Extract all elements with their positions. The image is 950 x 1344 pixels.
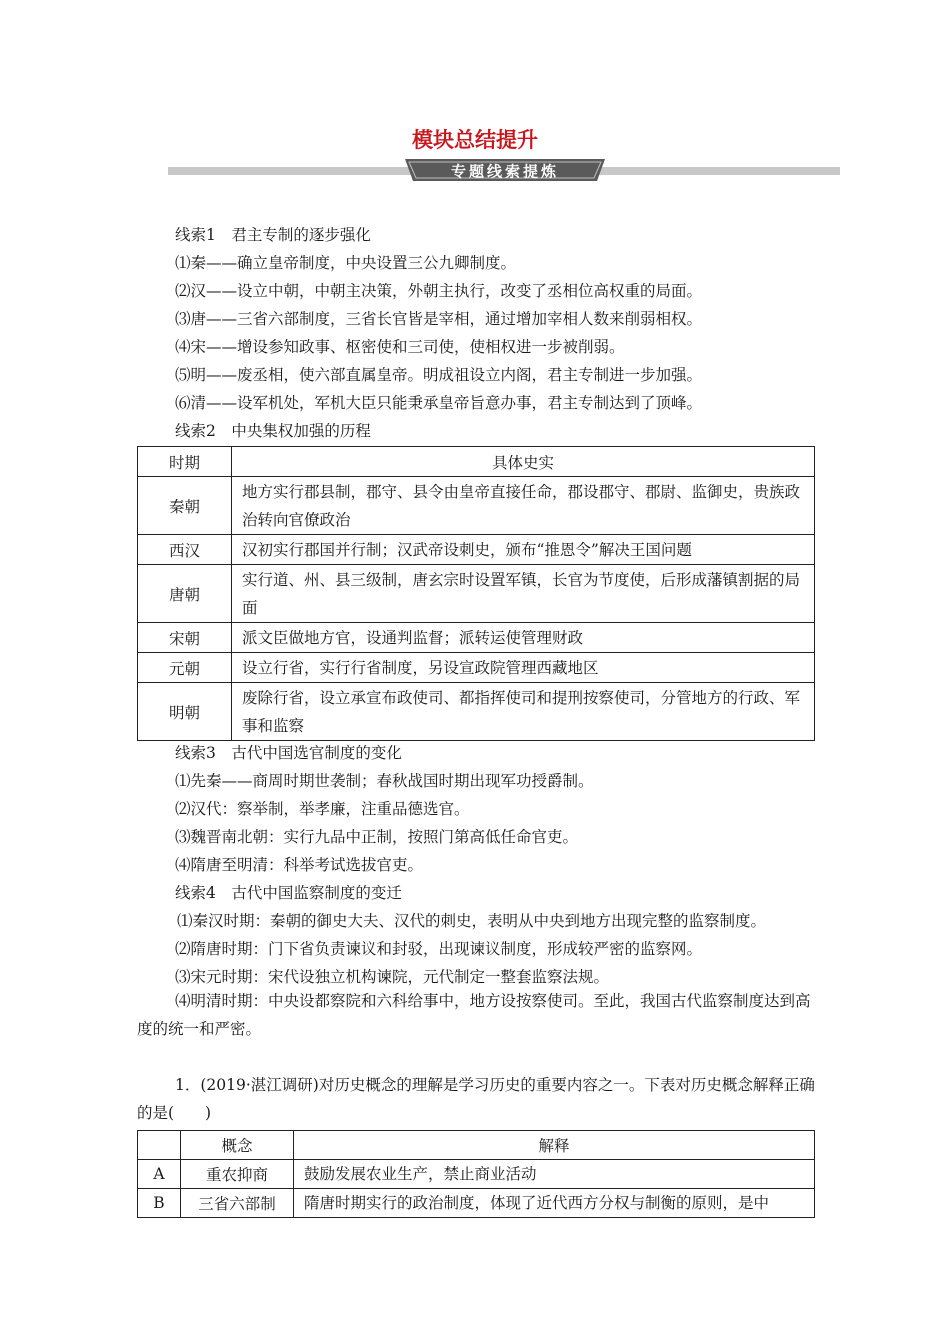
concept-cell: 三省六部制 (181, 1189, 294, 1218)
concept-table (137, 1130, 815, 1218)
explanation-cell: 隋唐时期实行的政治制度，体现了近代西方分权与制衡的原则，是中 (294, 1189, 815, 1218)
concept-cell: 重农抑商 (181, 1160, 294, 1189)
fact-cell: 地方实行郡县制，郡守、县令由皇帝直接任命，郡设郡守、郡尉、监御史，贵族政治转向官僚政治 (232, 477, 815, 535)
table-header (138, 1131, 181, 1160)
period-cell: 秦朝 (138, 477, 232, 535)
option-letter: B (138, 1189, 181, 1218)
clue1-item: ⑹清——设军机处，军机大臣只能秉承皇帝旨意办事，君主专制达到了顶峰。 (175, 394, 703, 412)
option-letter: A (138, 1160, 181, 1189)
fact-cell: 实行道、州、县三级制，唐玄宗时设置军镇，长官为节度使，后形成藩镇割据的局面 (232, 565, 815, 623)
clue1-heading: 线索1 君主专制的逐步强化 (175, 226, 371, 244)
explanation-cell: 鼓励发展农业生产，禁止商业活动 (294, 1160, 815, 1189)
clue1-item: ⑸明——废丞相，使六部直属皇帝。明成祖设立内阁，君主专制进一步加强。 (175, 366, 703, 384)
fact-cell: 设立行省，实行行省制度，另设宣政院管理西藏地区 (232, 653, 815, 683)
clue1-item: ⑶唐——三省六部制度，三省长官皆是宰相，通过增加宰相人数来削弱相权。 (175, 310, 703, 328)
table-header: 时期 (138, 447, 232, 477)
period-cell: 明朝 (138, 683, 232, 741)
clue1-item: ⑵汉——设立中朝，中朝主决策，外朝主执行，改变了丞相位高权重的局面。 (175, 282, 703, 300)
clue3-heading: 线索3 古代中国选官制度的变化 (175, 744, 402, 762)
clue3-item: ⑴先秦——商周时期世袭制；春秋战国时期出现军功授爵制。 (175, 772, 594, 790)
fact-cell: 废除行省，设立承宣布政使司、都指挥使司和提刑按察使司，分管地方的行政、军事和监察 (232, 683, 815, 741)
question-text: 1．(2019·湛江调研)对历史概念的理解是学习历史的重要内容之一。下表对历史概念解释正确的是( ) (137, 1076, 815, 1122)
clue4-item: ⑷明清时期：中央设都察院和六科给事中，地方设按察使司。至此，我国古代监察制度达到高度的统一和严密。 (137, 992, 811, 1038)
page-title: 模块总结提升 (412, 128, 538, 152)
fact-cell: 汉初实行郡国并行制；汉武帝设刺史，颁布“推恩令”解决王国问题 (232, 535, 815, 565)
period-cell: 西汉 (138, 535, 232, 565)
clue4-item: ⑴秦汉时期：秦朝的御史大夫、汉代的刺史，表明从中央到地方出现完整的监察制度。 (177, 912, 767, 930)
central-power-table (137, 446, 815, 741)
clue1-item: ⑷宋——增设参知政事、枢密使和三司使，使相权进一步被削弱。 (175, 338, 625, 356)
clue1-item: ⑴秦——确立皇帝制度，中央设置三公九卿制度。 (175, 254, 517, 272)
period-cell: 宋朝 (138, 623, 232, 653)
clue3-item: ⑵汉代：察举制，举孝廉，注重品德选官。 (175, 800, 470, 818)
period-cell: 唐朝 (138, 565, 232, 623)
clue4-item: ⑵隋唐时期：门下省负责谏议和封驳，出现谏议制度，形成较严密的监察网。 (175, 940, 703, 958)
clue2-heading: 线索2 中央集权加强的历程 (175, 422, 371, 440)
clue3-item: ⑷隋唐至明清：科举考试选拔官吏。 (175, 856, 424, 874)
section-banner-label: 专题线索提炼 (450, 162, 560, 181)
table-header: 解释 (294, 1131, 815, 1160)
clue4-heading: 线索4 古代中国监察制度的变迁 (175, 884, 402, 902)
fact-cell: 派文臣做地方官，设通判监督；派转运使管理财政 (232, 623, 815, 653)
clue4-item: ⑶宋元时期：宋代设独立机构谏院，元代制定一整套监察法规。 (175, 968, 610, 986)
table-header: 概念 (181, 1131, 294, 1160)
period-cell: 元朝 (138, 653, 232, 683)
clue3-item: ⑶魏晋南北朝：实行九品中正制，按照门第高低任命官吏。 (175, 828, 579, 846)
table-header: 具体史实 (232, 447, 815, 477)
section-banner (168, 157, 840, 185)
